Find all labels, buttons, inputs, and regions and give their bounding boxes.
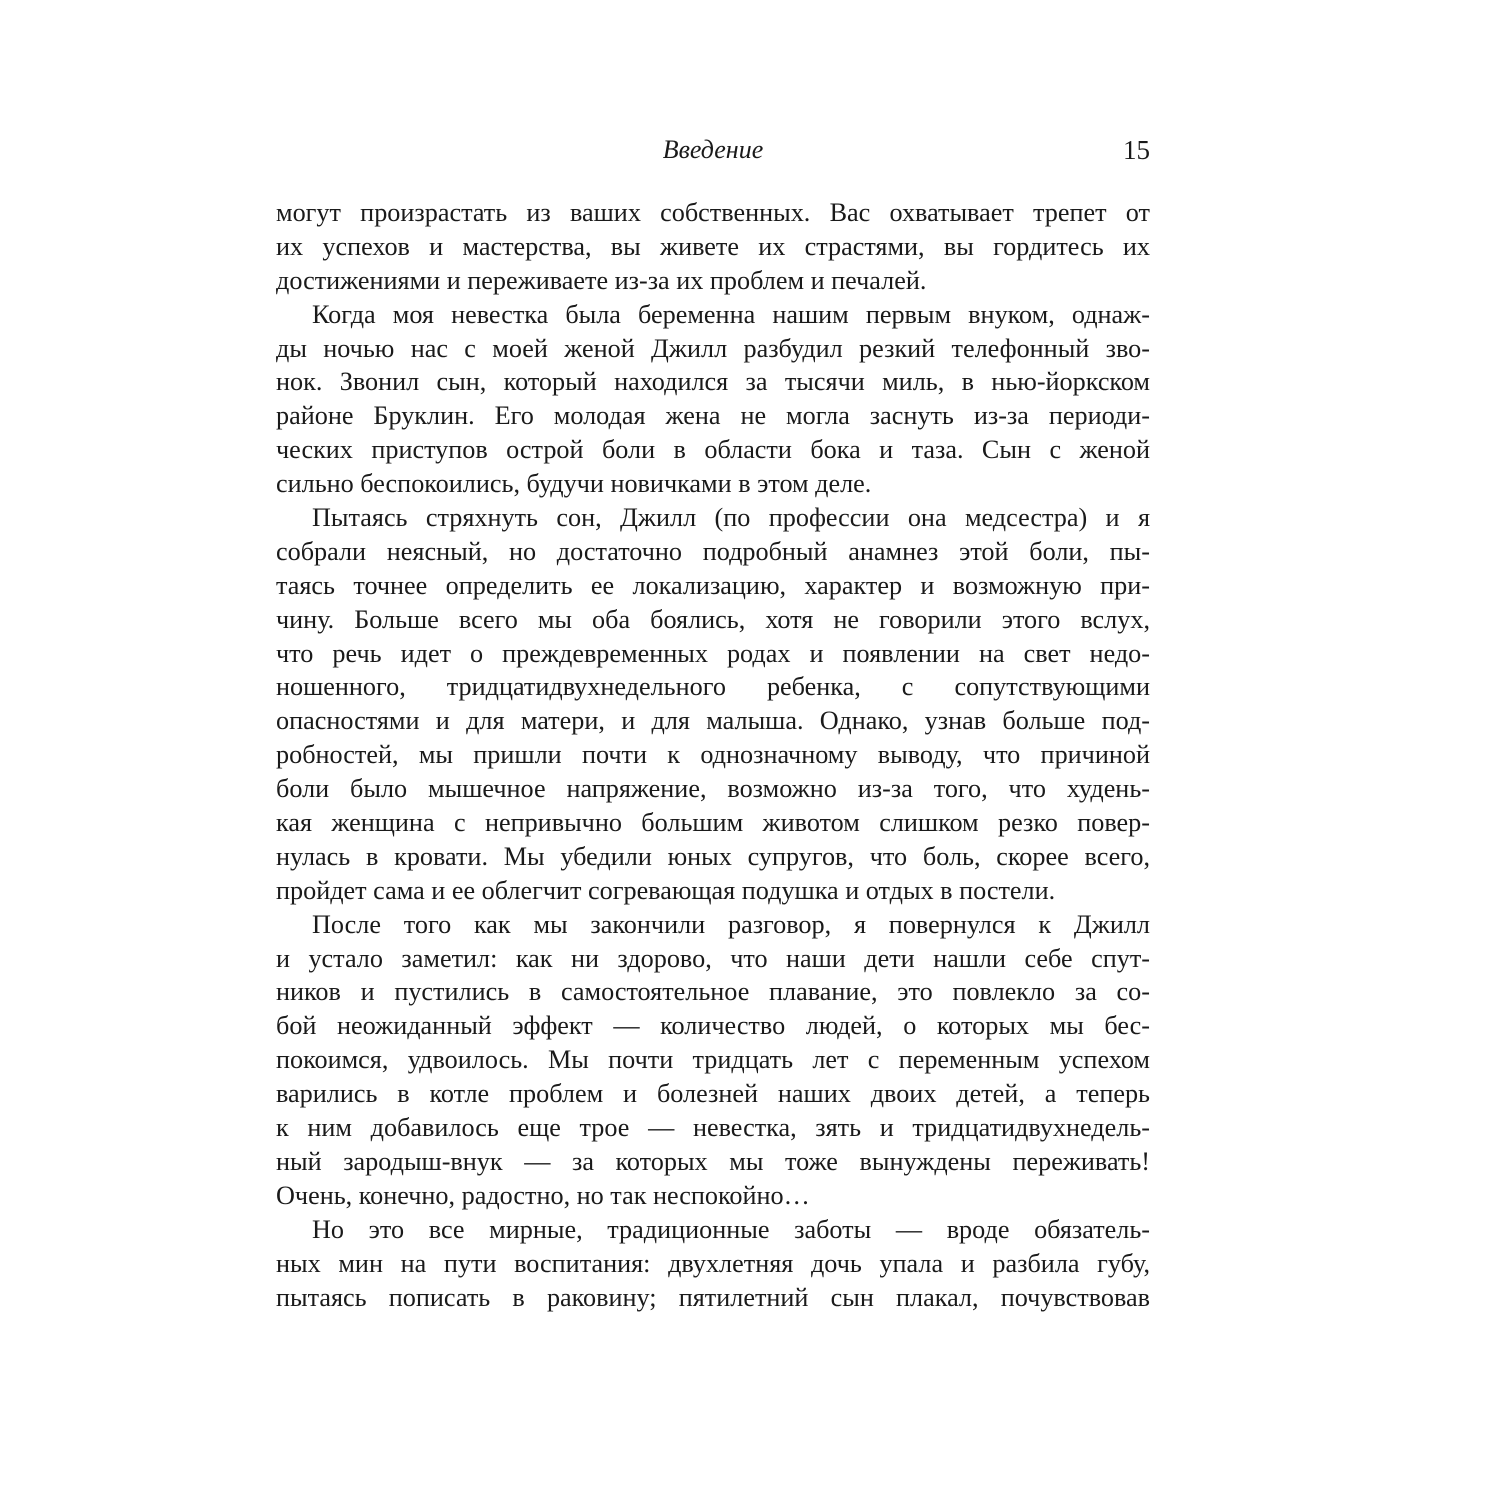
text-line: робностей, мы пришли почти к однозначному выводу, что причиной [276,740,1150,770]
text-line: районе Бруклин. Его молодая жена не могла заснуть из-за периоди- [276,401,1150,431]
body-text [276,196,1150,1314]
text-line: Очень, конечно, радостно, но так неспокойно… [276,1180,810,1210]
paragraph [276,298,1150,501]
text-line: ных мин на пути воспитания: двухлетняя дочь упала и разбила губу, [276,1248,1150,1278]
text-line: и устало заметил: как ни здорово, что наши дети нашли себе спут- [276,943,1150,973]
text-line: ников и пустились в самостоятельное плавание, это повлекло за со- [276,977,1150,1007]
text-line: пройдет сама и ее облегчит согревающая подушка и отдых в постели. [276,875,1056,905]
text-line: таясь точнее определить ее локализацию, характер и возможную при- [276,570,1150,600]
text-line: бой неожиданный эффект — количество людей, о которых мы бес- [276,1011,1150,1041]
text-line: сильно беспокоились, будучи новичками в этом деле. [276,469,872,499]
page-number: 15 [1123,135,1150,165]
text-line: нулась в кровати. Мы убедили юных супругов, что боль, скорее всего, [276,841,1150,871]
text-line: нок. Звонил сын, который находился за тысячи миль, в нью-йоркском [276,367,1150,397]
text-line: варились в котле проблем и болезней наших двоих детей, а теперь [276,1079,1150,1109]
text-line: покоимся, удвоилось. Мы почти тридцать лет с переменным успехом [276,1045,1150,1075]
text-line: их успехов и мастерства, вы живете их страстями, вы гордитесь их [276,231,1150,261]
text-line: ческих приступов острой боли в области бока и таза. Сын с женой [276,435,1150,465]
paragraph [276,196,1150,298]
text-line: чину. Больше всего мы оба боялись, хотя не говорили этого вслух, [276,604,1150,634]
text-line: боли было мышечное напряжение, возможно из-за того, что худень- [276,774,1150,804]
text-line: опасностями и для матери, и для малыша. Однако, узнав больше под- [276,706,1150,736]
text-line: достижениями и переживаете из-за их проблем и печалей. [276,265,927,295]
paragraph [276,501,1150,908]
paragraph [276,908,1150,1213]
text-line: к ним добавилось еще трое — невестка, зять и тридцатидвухнедель- [276,1113,1150,1143]
text-line: могут произрастать из ваших собственных. Вас охватывает трепет от [276,198,1150,227]
text-line: ный зародыш-внук — за которых мы тоже вынуждены переживать! [276,1146,1150,1176]
text-line: Пытаясь стряхнуть сон, Джилл (по профессии она медсестра) и я [312,503,1150,533]
text-line: что речь идет о преждевременных родах и появлении на свет недо- [276,638,1150,668]
text-line: После того как мы закончили разговор, я повернулся к Джилл [312,909,1150,939]
text-line: пытаясь пописать в раковину; пятилетний сын плакал, почувствовав [276,1282,1150,1312]
text-line: ды ночью нас с моей женой Джилл разбудил резкий телефонный зво- [276,333,1150,363]
text-line: Но это все мирные, традиционные заботы — вроде обязатель- [312,1214,1150,1244]
text-line: ношенного, тридцатидвухнедельного ребенка, с сопутствующими [276,672,1150,702]
text-line: собрали неясный, но достаточно подробный анамнез этой боли, пы- [276,536,1150,566]
paragraph [276,1213,1150,1315]
running-title: Введение [662,135,764,164]
running-head [276,128,1150,172]
text-line: кая женщина с непривычно большим животом слишком резко повер- [276,808,1150,838]
text-line: Когда моя невестка была беременна нашим первым внуком, однаж- [312,299,1150,329]
